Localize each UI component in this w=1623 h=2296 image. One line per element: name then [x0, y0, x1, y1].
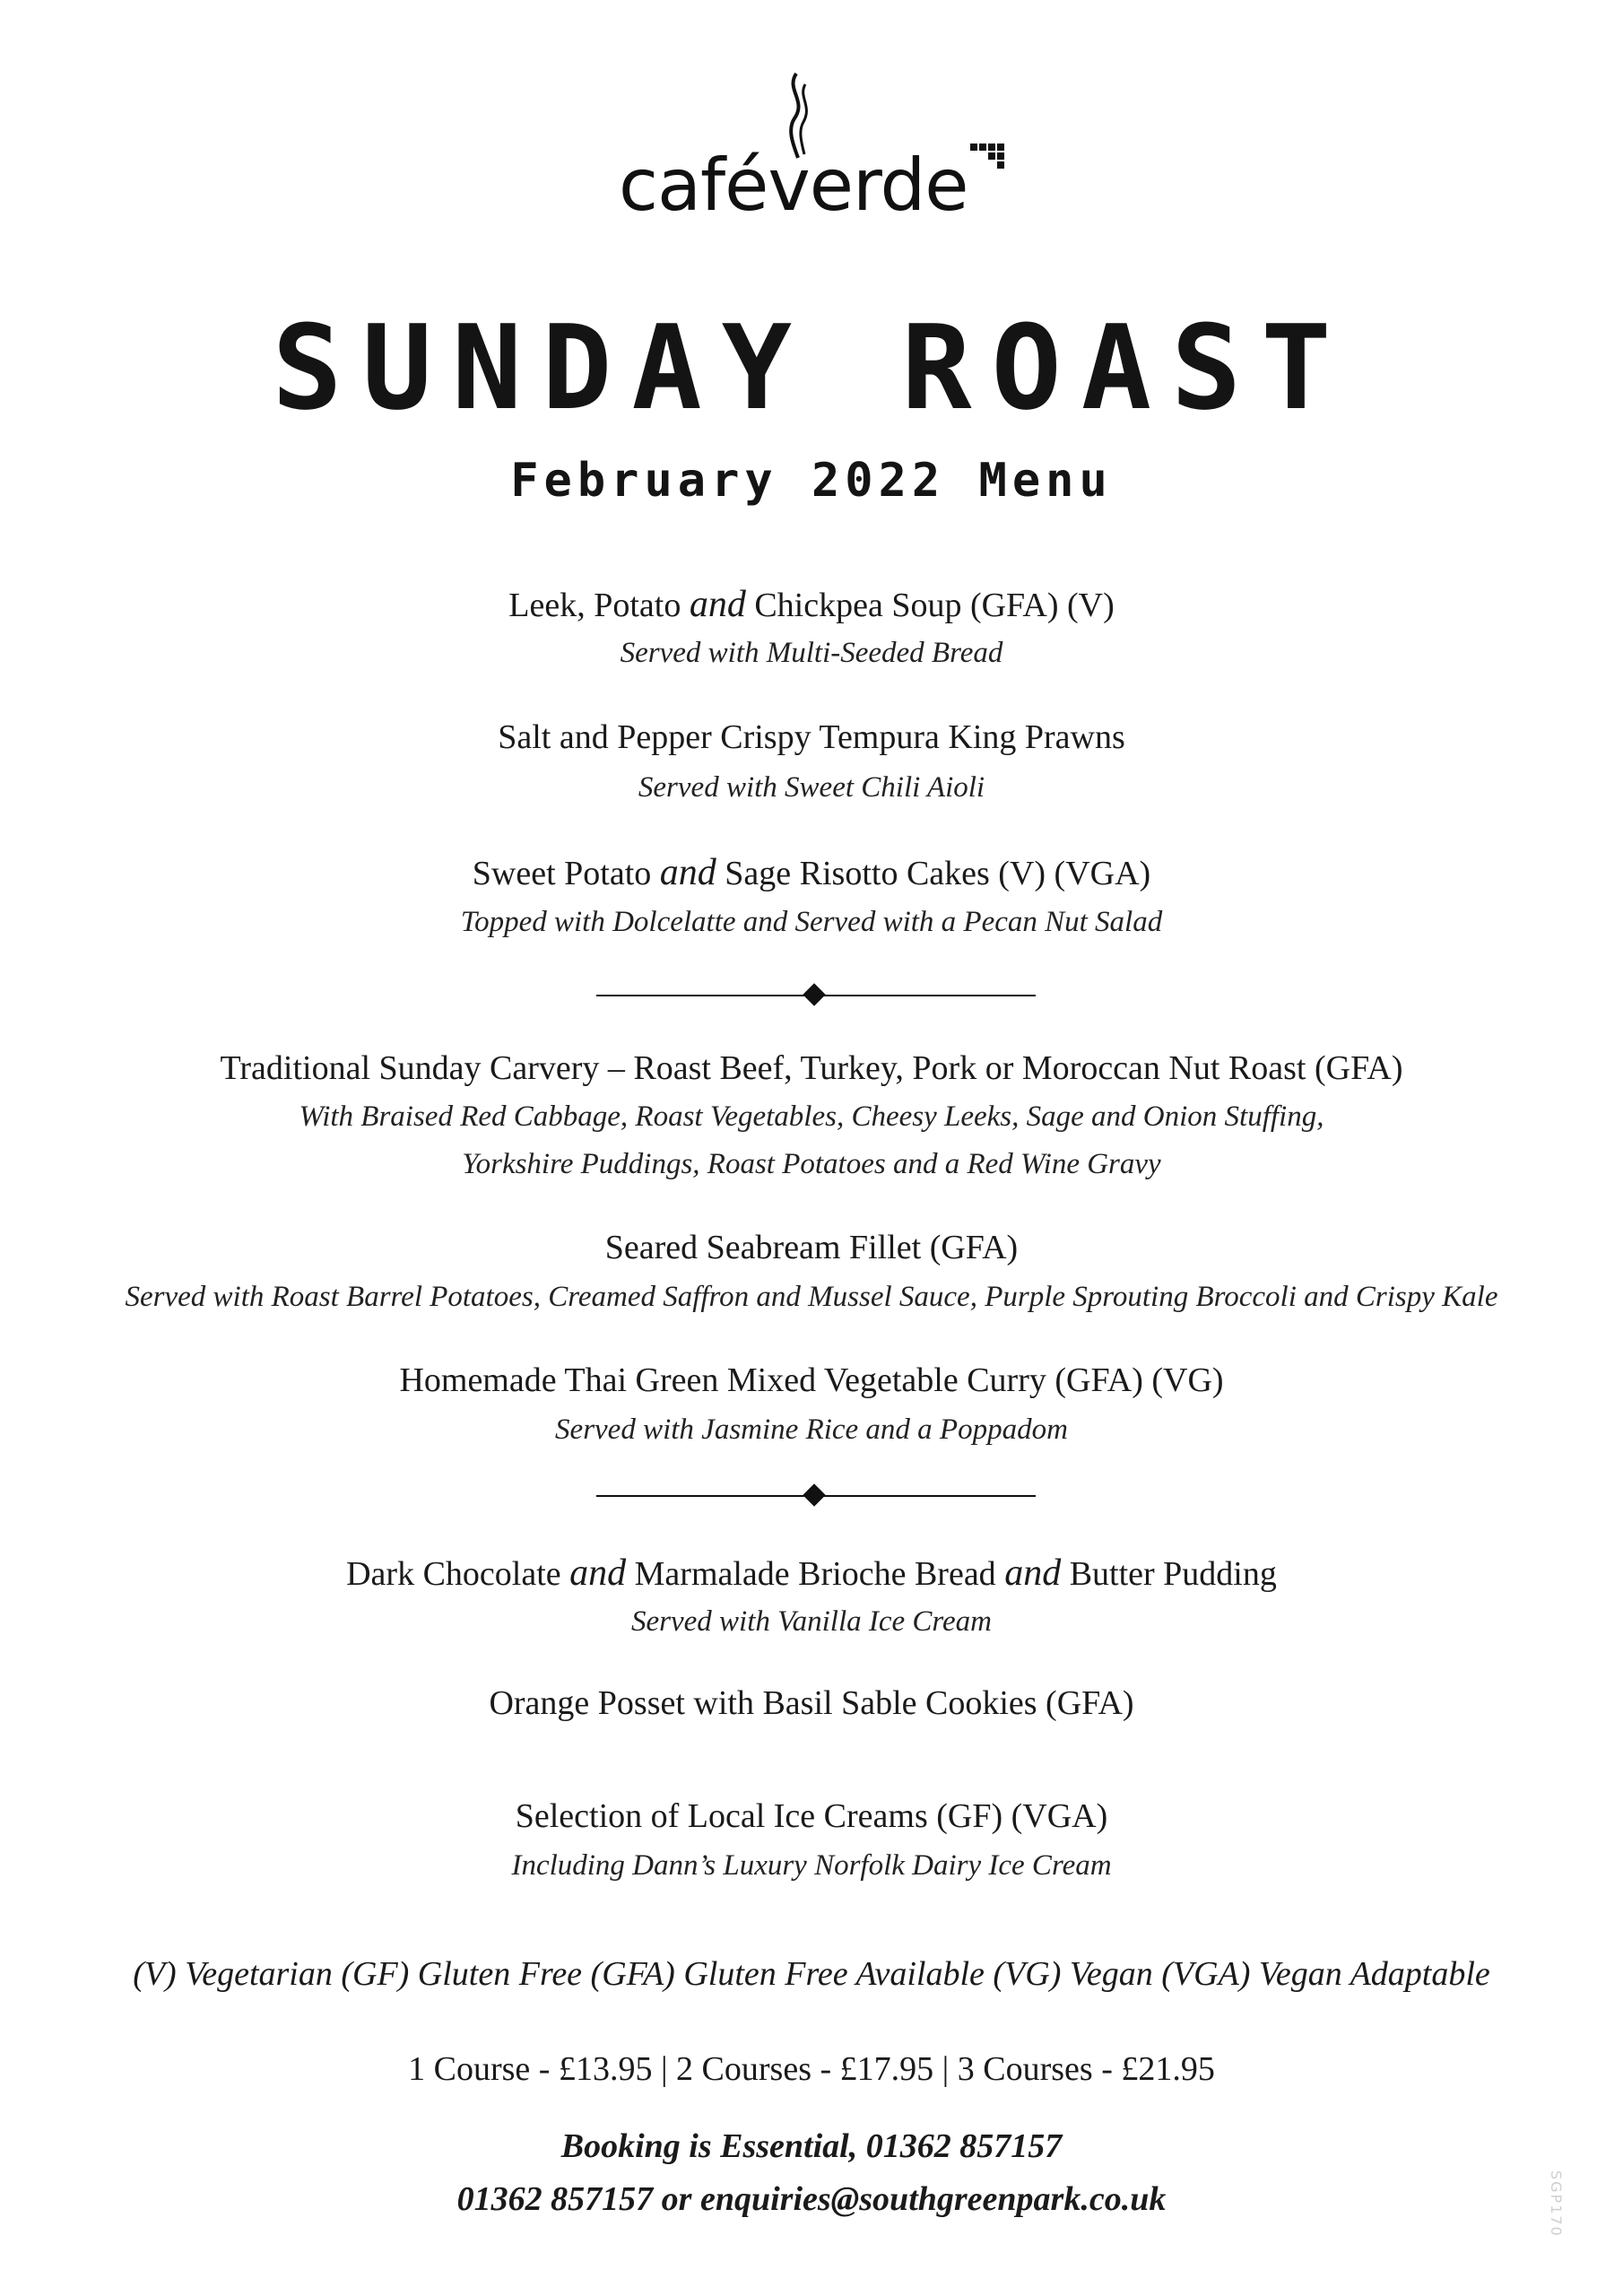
contact-details[interactable]: 01362 857157 or enquiries@southgreenpark.co.uk [456, 2180, 1167, 2218]
diamond-icon [803, 983, 825, 1005]
main-1-name: Traditional Sunday Carvery – Roast Beef, Turkey, Pork or Moroccan Nut Roast (GFA) [220, 1049, 1403, 1087]
and-script: and [1004, 1552, 1062, 1594]
menu-subtitle: February 2022 Menu [510, 454, 1113, 508]
section-divider [596, 1485, 1036, 1507]
cafeverde-logo [619, 72, 1013, 227]
dessert-1-name: Dark Chocolate and Marmalade Brioche Bread and Butter Pudding [346, 1552, 1277, 1594]
dessert-1-desc: Served with Vanilla Ice Cream [630, 1605, 993, 1638]
main-2-name: Seared Seabream Fillet (GFA) [604, 1229, 1019, 1266]
and-script: and [659, 852, 716, 893]
dessert-3-name: Selection of Local Ice Creams (GF) (VGA) [515, 1797, 1108, 1835]
starter-1-name: Leek, Potato and Chickpea Soup (GFA) (V) [508, 584, 1115, 625]
menu-title: SUNDAY ROAST [272, 300, 1351, 436]
starter-1-desc: Served with Multi-Seeded Bread [620, 637, 1003, 669]
dessert-2-name: Orange Posset with Basil Sable Cookies (GFA) [489, 1684, 1134, 1722]
document-code: SGP170 [1548, 2170, 1565, 2238]
main-3-name: Homemade Thai Green Mixed Vegetable Curry (GFA) (VG) [399, 1361, 1224, 1399]
main-1-desc-line1: With Braised Red Cabbage, Roast Vegetables, Cheesy Leeks, Sage and Onion Stuffing, [299, 1100, 1324, 1133]
main-1-desc-line2: Yorkshire Puddings, Roast Potatoes and a Red Wine Gravy [462, 1148, 1161, 1180]
and-script: and [569, 1552, 627, 1594]
starter-3-desc: Topped with Dolcelatte and Served with a Pecan Nut Salad [460, 906, 1163, 938]
diamond-icon [803, 1483, 825, 1506]
logo-wordmark: caféverde [619, 144, 968, 227]
main-2-desc: Served with Roast Barrel Potatoes, Creamed Saffron and Mussel Sauce, Purple Sprouting Broccoli and Crispy Kale [125, 1281, 1498, 1313]
starter-2-name: Salt and Pepper Crispy Tempura King Prawns [498, 718, 1125, 756]
section-divider [596, 985, 1036, 1006]
and-script: and [689, 584, 746, 625]
course-prices: 1 Course - £13.95 | 2 Courses - £17.95 | 3 Courses - £21.95 [408, 2050, 1215, 2088]
main-3-desc: Served with Jasmine Rice and a Poppadom [555, 1413, 1068, 1446]
dietary-key: (V) Vegetarian (GF) Gluten Free (GFA) Gluten Free Available (VG) Vegan (VGA) Vegan Adaptable [133, 1955, 1490, 1993]
starter-3-name: Sweet Potato and Sage Risotto Cakes (V) (VGA) [472, 852, 1151, 893]
dessert-3-desc: Including Dann’s Luxury Norfolk Dairy Ice Cream [511, 1849, 1112, 1882]
booking-notice: Booking is Essential, 01362 857157 [560, 2127, 1063, 2165]
pixel-blocks-icon [970, 144, 1006, 179]
starter-2-desc: Served with Sweet Chili Aioli [638, 771, 985, 804]
